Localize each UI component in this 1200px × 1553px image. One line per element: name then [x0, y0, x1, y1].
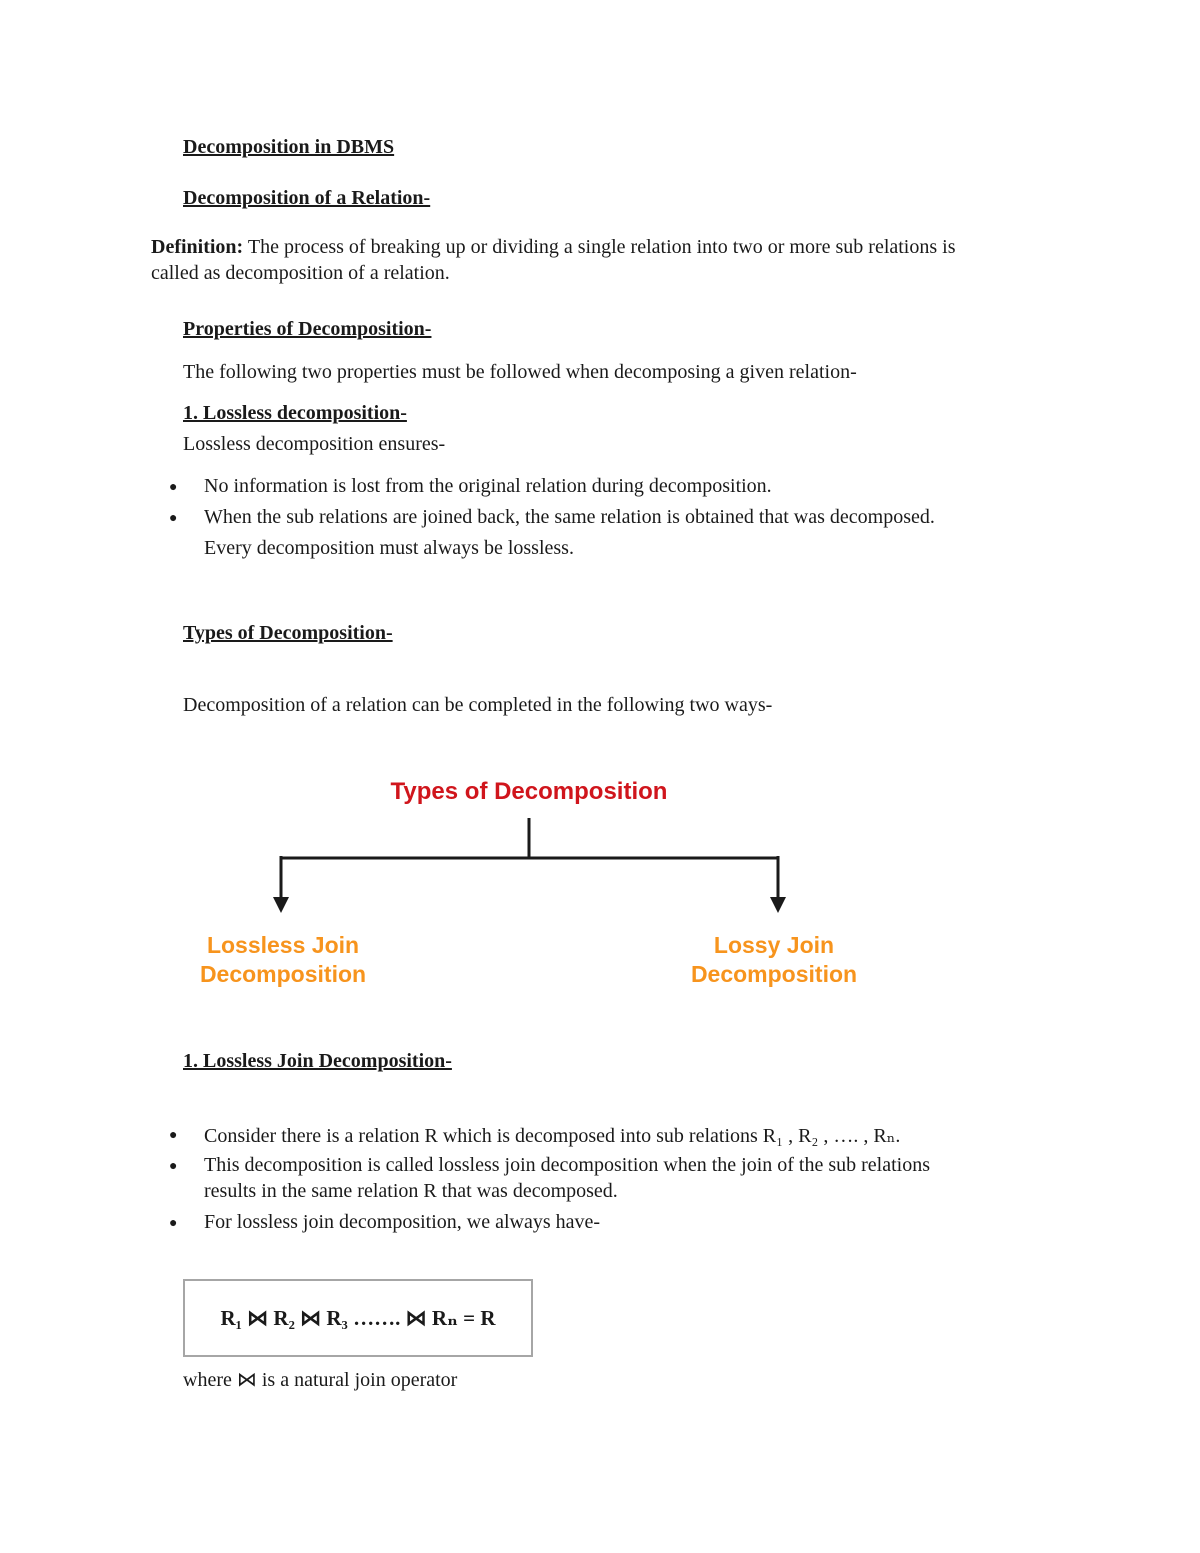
list-item: When the sub relations are joined back, the same relation is obtained that was decomposed. [204, 506, 935, 528]
page-title: Decomposition in DBMS [183, 136, 395, 158]
section-heading-lossless-join: 1. Lossless Join Decomposition- [183, 1050, 452, 1072]
definition-text: The process of breaking up or dividing a single relation into two or more sub relations is [243, 236, 956, 258]
definition-text-continued: called as decomposition of a relation. [151, 262, 450, 284]
bullet-icon: ● [169, 1128, 178, 1143]
bullet-icon: ● [169, 480, 178, 495]
arrow-down-icon [273, 897, 289, 913]
diagram-label-lossless [163, 931, 403, 989]
formula-box [183, 1279, 533, 1357]
formula-note: where ⋈ is a natural join operator [183, 1369, 458, 1391]
diagram-label-lossy [654, 931, 894, 989]
diagram-title: Types of Decomposition [390, 778, 668, 805]
section-heading-decomposition-of-relation: Decomposition of a Relation- [183, 187, 431, 209]
list-item: For lossless join decomposition, we always have- [204, 1211, 601, 1233]
label-line: Lossless Join [206, 932, 360, 958]
bullet-icon: ● [169, 511, 178, 526]
list-item: This decomposition is called lossless join decomposition when the join of the sub relations [204, 1154, 931, 1176]
arrow-down-icon [770, 897, 786, 913]
section-heading-properties: Properties of Decomposition- [183, 318, 432, 340]
list-item-continuation: results in the same relation R that was decomposed. [204, 1180, 618, 1202]
list-item-continuation: Every decomposition must always be lossless. [204, 537, 574, 559]
bullet-icon: ● [169, 1216, 178, 1231]
formula: R₁ ⋈ R₂ ⋈ R₃ ……. ⋈ Rₙ = R [220, 1306, 496, 1330]
list-item: Consider there is a relation R which is decomposed into sub relations R₁ , R₂ , …. , Rₙ. [204, 1125, 901, 1147]
section-heading-types: Types of Decomposition- [183, 622, 393, 644]
lossless-intro: Lossless decomposition ensures- [183, 433, 446, 455]
bullet-icon: ● [169, 1159, 178, 1174]
label-line: Lossy Join [713, 932, 835, 958]
lossless-decomposition-heading: 1. Lossless decomposition- [183, 402, 407, 424]
label-line: Decomposition [199, 961, 367, 987]
types-intro: Decomposition of a relation can be completed in the following two ways- [183, 694, 773, 716]
label-line: Decomposition [690, 961, 858, 987]
list-item: No information is lost from the original relation during decomposition. [204, 475, 772, 497]
definition-label: Definition: [151, 236, 244, 258]
properties-intro: The following two properties must be followed when decomposing a given relation- [183, 361, 857, 383]
